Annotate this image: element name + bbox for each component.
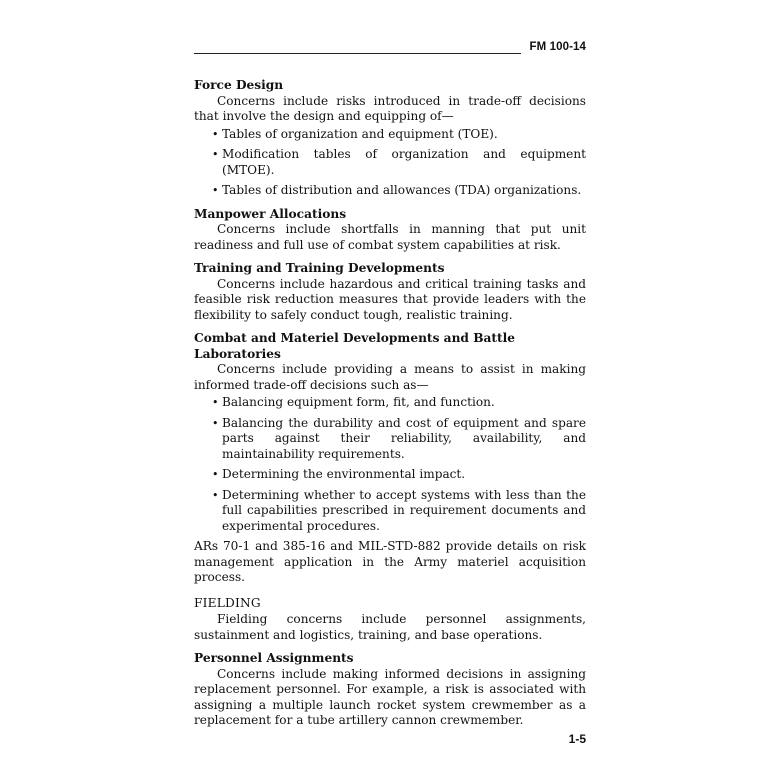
personnel-assignments-section (194, 651, 586, 729)
personnel-assignments-body: Concerns include making informed decisions in assigning replacement personnel. For example, a risk is associated with assigning a multiple launch rocket system crewmember as a replacement for a tube artillery cannon crewmember. (194, 666, 586, 727)
force-design-intro: Concerns include risks introduced in trade-off decisions that involve the design and equipping of— (194, 93, 586, 123)
combat-materiel-list (194, 395, 586, 534)
fielding-section (194, 596, 586, 644)
combat-materiel-heading: Combat and Materiel Developments and Battle Laboratories (194, 331, 516, 361)
force-design-list (194, 127, 586, 199)
page-content (194, 78, 586, 737)
page-number: 1-5 (568, 732, 586, 746)
fielding-body: Fielding concerns include personnel assignments, sustainment and logistics, training, and base operations. (194, 612, 586, 642)
manual-id: FM 100-14 (529, 41, 586, 53)
manpower-allocations-section (194, 207, 586, 254)
combat-materiel-closing: ARs 70-1 and 385-16 and MIL-STD-882 provide details on risk management application in the Army materiel acquisition process. (194, 539, 586, 584)
combat-materiel-section (194, 331, 586, 586)
header-rule (194, 53, 521, 54)
training-developments-section (194, 261, 586, 323)
document-page (194, 33, 586, 753)
training-developments-body: Concerns include hazardous and critical training tasks and feasible risk reduction measures that provide leaders with the flexibility to safely conduct tough, realistic training. (194, 276, 586, 322)
list-item: • Balancing equipment form, fit, and function. (194, 395, 586, 411)
list-item: • Determining whether to accept systems with less than the full capabilities prescribed in requirement documents and experimental procedures. (194, 488, 586, 535)
manpower-allocations-body: Concerns include shortfalls in manning that put unit readiness and full use of combat system capabilities at risk. (194, 222, 586, 252)
list-item: • Balancing the durability and cost of equipment and spare parts against their reliability, availability, and maintainability requirements. (194, 416, 586, 463)
list-item: • Tables of distribution and allowances (TDA) organizations. (194, 183, 586, 199)
fielding-heading: FIELDING (194, 595, 261, 610)
page-header (194, 39, 586, 57)
personnel-assignments-heading: Personnel Assignments (194, 651, 354, 665)
force-design-heading: Force Design (194, 78, 284, 92)
training-developments-heading: Training and Training Developments (194, 261, 445, 275)
list-item: • Determining the environmental impact. (194, 467, 586, 483)
list-item: • Modification tables of organization and equipment (MTOE). (194, 147, 586, 178)
list-item: • Tables of organization and equipment (TOE). (194, 127, 586, 143)
combat-materiel-intro: Concerns include providing a means to assist in making informed trade-off decisions such as— (194, 362, 586, 392)
force-design-section (194, 78, 586, 199)
manpower-allocations-heading: Manpower Allocations (194, 206, 347, 221)
